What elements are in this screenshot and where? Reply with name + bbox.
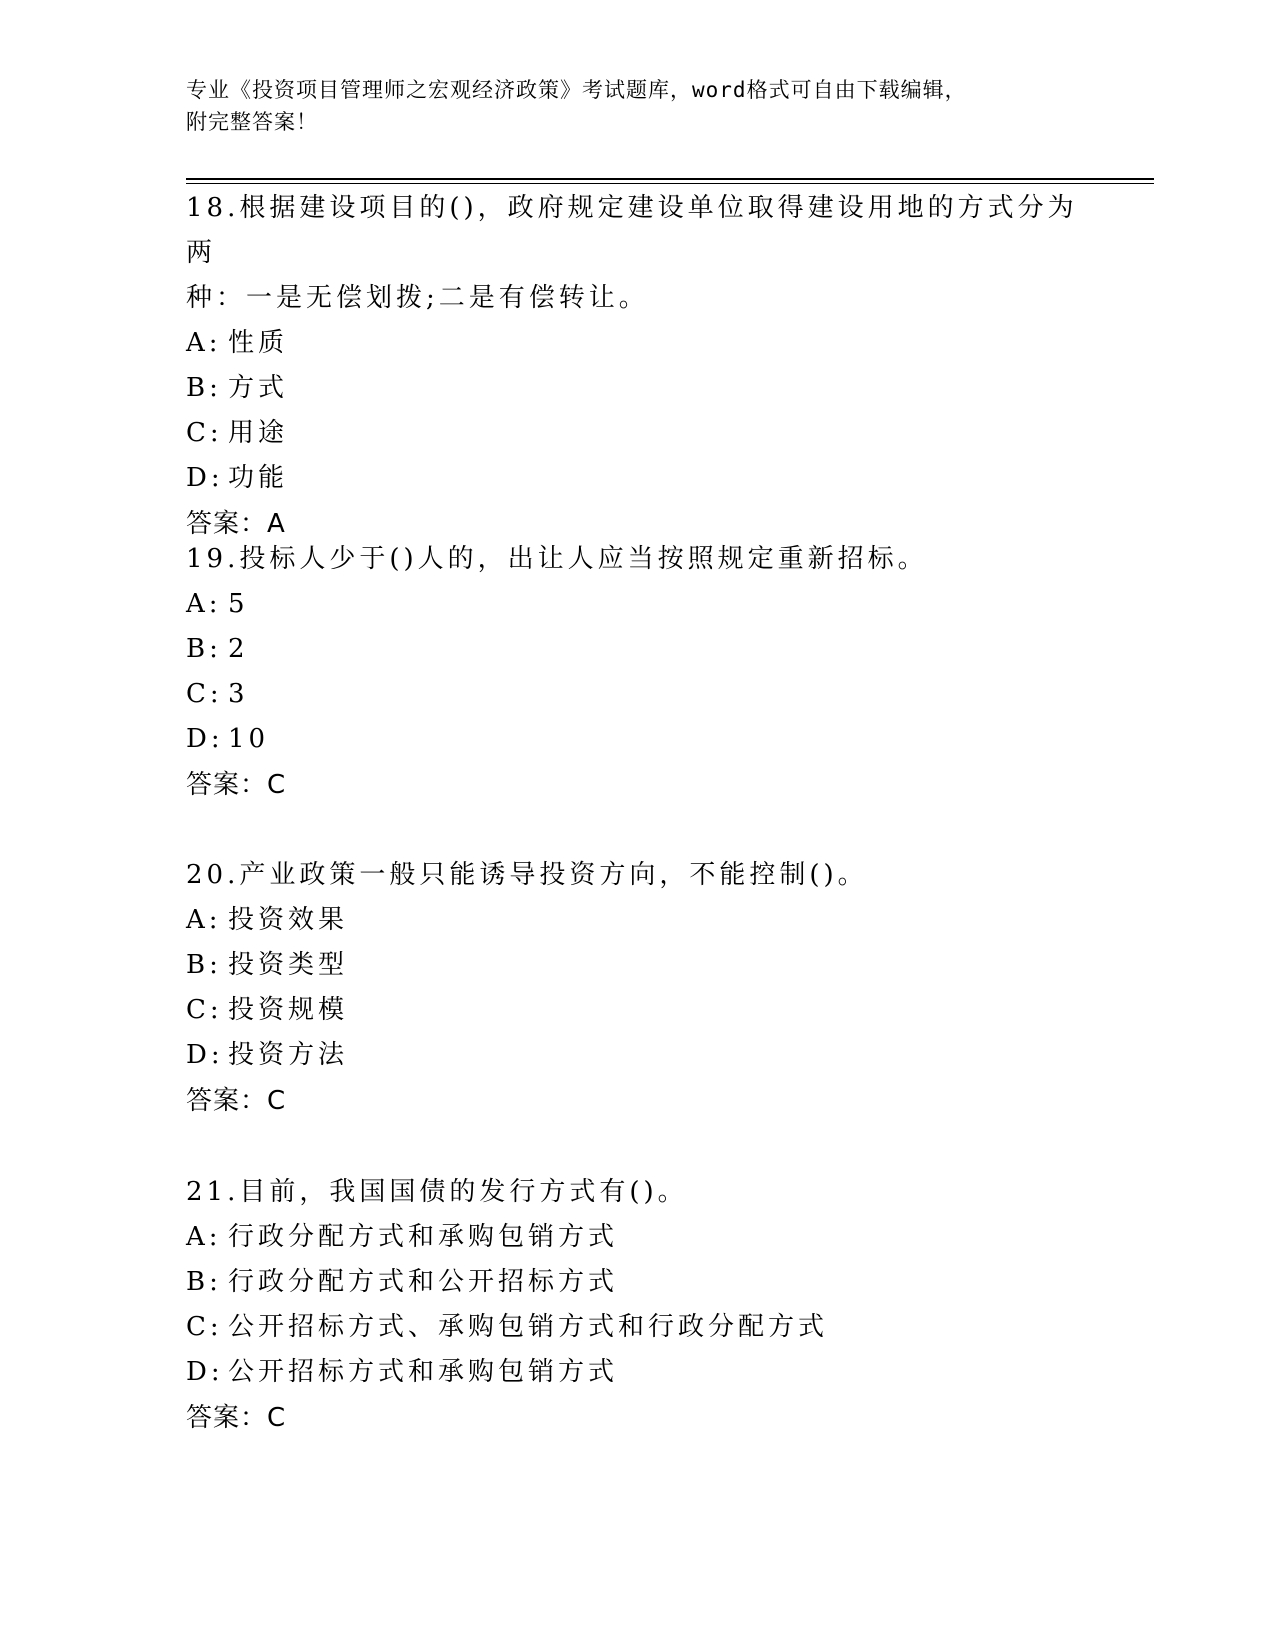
option-b <box>186 1260 1086 1305</box>
option-c <box>186 1305 1086 1350</box>
option-key: D: <box>186 1357 224 1387</box>
option-text: 3 <box>228 679 249 709</box>
option-text: 投资效果 <box>228 905 349 935</box>
option-text: 公开招标方式和承购包销方式 <box>228 1357 619 1387</box>
option-key: A: <box>186 589 222 619</box>
header-divider-thin <box>186 183 1154 184</box>
option-b <box>186 627 1086 672</box>
option-key: C: <box>186 1312 223 1342</box>
option-text: 性质 <box>228 328 289 358</box>
question-stem-line-1: 19.投标人少于()人的，出让人应当按照规定重新招标。 <box>186 544 928 574</box>
header-line-2: 附完整答案！ <box>186 110 318 134</box>
option-b <box>186 943 1086 988</box>
option-key: B: <box>186 634 222 664</box>
option-a <box>186 1215 1086 1260</box>
option-c <box>186 988 1086 1033</box>
option-a <box>186 582 1086 627</box>
question-stem-line-1: 18.根据建设项目的()，政府规定建设单位取得建设用地的方式分为两 <box>186 193 1078 268</box>
question-19 <box>186 537 1086 808</box>
option-d <box>186 717 1086 762</box>
option-key: D: <box>186 724 224 754</box>
option-text: 方式 <box>228 373 289 403</box>
option-text: 10 <box>228 724 270 754</box>
question-20 <box>186 853 1086 1124</box>
option-text: 用途 <box>228 418 289 448</box>
option-c <box>186 672 1086 717</box>
option-d <box>186 1350 1086 1395</box>
option-text: 功能 <box>228 463 289 493</box>
question-stem-line-1: 20.产业政策一般只能诱导投资方向，不能控制()。 <box>186 860 868 890</box>
question-18 <box>186 186 1086 547</box>
answer-line: 答案：C <box>186 1086 287 1116</box>
option-key: A: <box>186 905 222 935</box>
option-text: 公开招标方式、承购包销方式和行政分配方式 <box>228 1312 829 1342</box>
option-key: B: <box>186 950 222 980</box>
option-key: A: <box>186 328 222 358</box>
answer-line: 答案：C <box>186 1403 287 1433</box>
option-key: B: <box>186 373 222 403</box>
option-key: C: <box>186 418 223 448</box>
option-b <box>186 366 1086 411</box>
option-d <box>186 1033 1086 1078</box>
question-21 <box>186 1170 1086 1441</box>
option-a <box>186 321 1086 366</box>
answer-line: 答案：C <box>186 770 287 800</box>
option-text: 行政分配方式和公开招标方式 <box>228 1267 619 1297</box>
header-line-1: 专业《投资项目管理师之宏观经济政策》考试题库，word格式可自由下载编辑， <box>186 78 967 102</box>
option-text: 投资类型 <box>228 950 349 980</box>
option-key: A: <box>186 1222 222 1252</box>
question-stem-line-1: 21.目前，我国国债的发行方式有()。 <box>186 1177 688 1207</box>
option-a <box>186 898 1086 943</box>
option-text: 投资规模 <box>228 995 349 1025</box>
option-text: 5 <box>228 589 249 619</box>
option-key: B: <box>186 1267 222 1297</box>
option-key: C: <box>186 679 223 709</box>
header-divider-thick <box>186 178 1154 180</box>
option-c <box>186 411 1086 456</box>
option-text: 2 <box>228 634 249 664</box>
option-text: 行政分配方式和承购包销方式 <box>228 1222 619 1252</box>
option-key: D: <box>186 463 224 493</box>
option-text: 投资方法 <box>228 1040 349 1070</box>
option-d <box>186 456 1086 501</box>
document-header <box>186 74 1086 138</box>
option-key: C: <box>186 995 223 1025</box>
question-stem-line-2: 种：一是无偿划拨;二是有偿转让。 <box>186 283 649 313</box>
answer-line: 答案：A <box>186 509 286 539</box>
option-key: D: <box>186 1040 224 1070</box>
